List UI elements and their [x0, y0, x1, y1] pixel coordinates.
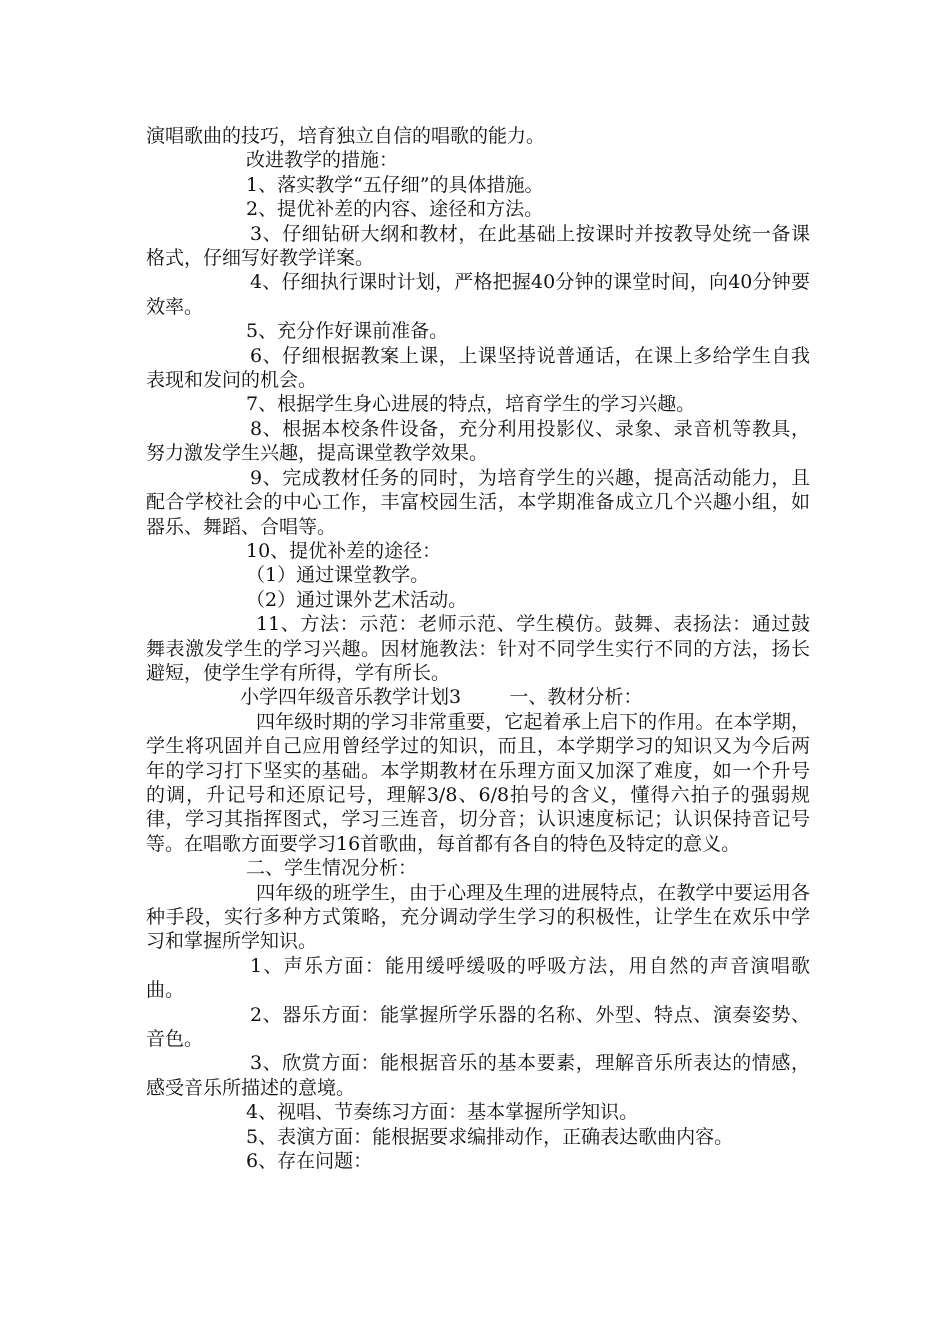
sub-list-item: （1）通过课堂教学。: [246, 564, 430, 587]
plan-title: 小学四年级音乐教学计划3 一、教材分析：: [240, 686, 643, 709]
list-item: 2、器乐方面：能掌握所学乐器的名称、外型、特点、演奏姿势、音色。: [146, 1003, 810, 1051]
paragraph: 演唱歌曲的技巧，培育独立自信的唱歌的能力。: [146, 125, 546, 147]
list-item: 5、充分作好课前准备。: [246, 320, 449, 343]
list-item: 1、落实教学“五仔细”的具体措施。: [246, 173, 544, 196]
list-item: 10、提优补差的途径：: [246, 539, 442, 562]
list-item: 6、存在问题：: [246, 1150, 373, 1173]
list-item: 9、完成教材任务的同时，为培育学生的兴趣，提高活动能力，且配合学校社会的中心工作，丰富校园生活，本学期准备成立几个兴趣小组，如器乐、舞蹈、合唱等。: [146, 466, 810, 538]
list-item: 7、根据学生身心进展的特点，培育学生的学习兴趣。: [246, 393, 696, 416]
list-item: 8、根据本校条件设备，充分利用投影仪、录象、录音机等教具，努力激发学生兴趣，提高课堂教学效果。: [146, 417, 810, 465]
list-item: 3、欣赏方面：能根据音乐的基本要素，理解音乐所表达的情感，感受音乐所描述的意境。: [146, 1052, 810, 1099]
list-item: 5、表演方面：能根据要求编排动作，正确表达歌曲内容。: [246, 1125, 734, 1148]
section-heading: 改进教学的措施：: [246, 149, 399, 172]
sub-list-item: （2）通过课外艺术活动。: [246, 588, 468, 611]
list-item: 2、提优补差的内容、途径和方法。: [246, 198, 544, 221]
list-item: 4、视唱、节奏练习方面：基本掌握所学知识。: [246, 1101, 639, 1124]
list-item: 6、仔细根据教案上课，上课坚持说普通话，在课上多给学生自我表现和发问的机会。: [146, 344, 810, 392]
document-body: [146, 124, 810, 1173]
list-item: 4、仔细执行课时计划，严格把握40分钟的课堂时间，向40分钟要效率。: [146, 271, 810, 318]
section-heading: 二、学生情况分析：: [246, 857, 418, 880]
list-item: 3、仔细钻研大纲和教材，在此基础上按课时并按教导处统一备课格式，仔细写好教学详案。: [146, 222, 810, 270]
list-item: 11、方法：示范：老师示范、学生模仿。鼓舞、表扬法：通过鼓舞表激发学生的学习兴趣。因材施教法：针对不同学生实行不同的方法，扬长避短，使学生学有所得，学有所长。: [146, 613, 810, 684]
paragraph: 四年级时期的学习非常重要，它起着承上启下的作用。在本学期，学生将巩固并自己应用曾经学过的知识，而且，本学期学习的知识又为今后两年的学习打下坚实的基础。本学期教材在乐理方面又加深了难度，如一个升号的调，升记号和还原记号，理解3/8、6/8拍号的含义，懂得六拍子的强弱规律，学习其指挥图式，学习三连音，切分音；认识速度标记；认识保持音记号等。在唱歌方面要学习16首歌曲，每首都有各自的特色及特定的意义。: [146, 710, 810, 855]
list-item: 1、声乐方面：能用缓呼缓吸的呼吸方法，用自然的声音演唱歌曲。: [146, 954, 810, 1002]
paragraph: 四年级的班学生，由于心理及生理的进展特点，在教学中要运用各种手段，实行多种方式策略，充分调动学生学习的积极性，让学生在欢乐中学习和掌握所学知识。: [146, 881, 810, 953]
